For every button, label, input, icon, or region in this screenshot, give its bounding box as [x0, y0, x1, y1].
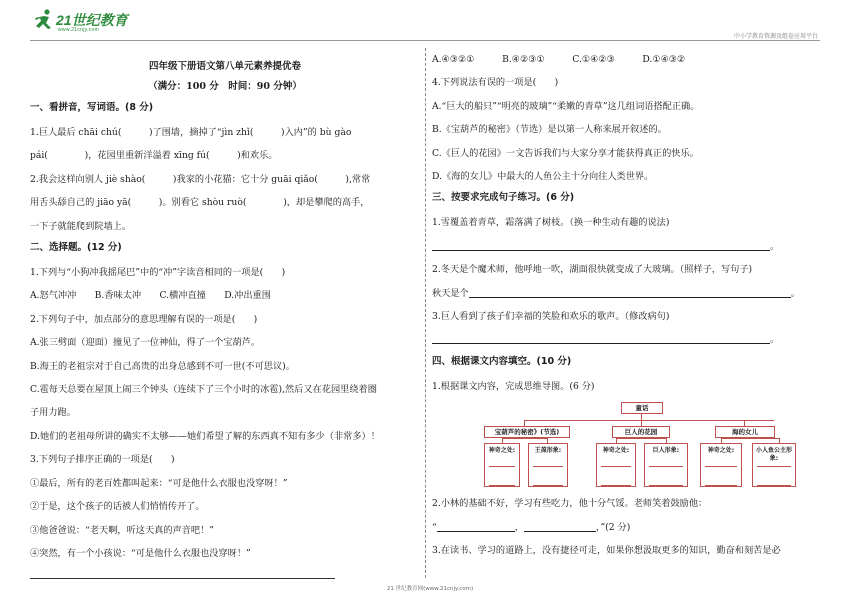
- runner-logo-icon: [32, 8, 56, 32]
- sentence-3-prompt: 3.巨人看到了孩子们幸福的笑脸和欢乐的歌声。（修改病句): [432, 311, 670, 323]
- sentence-2-prefix: 秋天是个: [432, 287, 469, 299]
- fill-1-prompt: 1.根据课文内容，完成思维导图。(6 分): [432, 380, 595, 392]
- choice-2-option-c: C.雹每天总要在屋顶上闹三个钟头（连续下了三个小时的冰雹),然后又在花园里绕着圈: [30, 384, 377, 396]
- choice-3-sentence-3: ③他爸爸说：“老天啊，听这天真的声音吧！”: [30, 524, 214, 536]
- fill-2-answer-line[interactable]: “ ， ，”(2 分): [432, 521, 631, 533]
- fill-3-prompt: 3.在读书、学习的道路上，没有捷径可走，如果你想汲取更多的知识，勤奋和刻苦是必: [432, 545, 781, 557]
- sentence-1-prompt: 1.雪覆盖着青草，霜落满了树枝。（换一种生动有趣的说法): [432, 217, 670, 229]
- mind-map-branch-1: 宝葫芦的秘密》(节选): [484, 426, 570, 438]
- sentence-3-answer-line[interactable]: 。: [432, 328, 828, 351]
- section-4-heading: 四、根据课文内容填空。(10 分): [432, 355, 572, 367]
- choice-4-question: 4.下列说法有误的一项是( ): [432, 77, 559, 89]
- choice-2-option-c-cont: 子用力跑。: [30, 407, 76, 419]
- choice-4-option-b: B.《宝葫芦的秘密》（节选）是以第一人称来展开叙述的。: [432, 124, 667, 136]
- choice-3-sentence-4: ④突然，有一个小孩说：“可是他什么衣服也没穿呀！”: [30, 547, 251, 559]
- sentence-2-answer-line[interactable]: 秋天是个 。: [432, 287, 800, 299]
- column-divider: [425, 48, 426, 578]
- mind-map-branch-3: 海的女儿: [715, 426, 775, 438]
- mind-map-leaf-1[interactable]: 神奇之处:: [484, 443, 520, 487]
- q1-line-1: 1.巨人最后 chāi chú( )了围墙，摘掉了“jìn zhǐ( )入内”的 bù gào: [30, 127, 352, 138]
- mind-map-leaf-2[interactable]: 王葆形象:: [528, 443, 568, 487]
- choice-1-options: A.怒气冲冲 B.香味太冲 C.横冲直撞 D.冲出重围: [30, 290, 271, 302]
- mind-map: [484, 400, 814, 488]
- choice-2-option-a: A.张三劈面（迎面）撞见了一位神仙，得了一个宝葫芦。: [30, 337, 261, 349]
- choice-4-option-a: A.“巨大的船只”“明亮的玻璃”“柔嫩的青草”这几组词语搭配正确。: [432, 100, 700, 112]
- q1-line-2: pái( )，花园里重新洋溢着 xīng fú( )和欢乐。: [30, 150, 278, 162]
- mind-map-root: 童话: [621, 402, 663, 414]
- footer-rule: [30, 578, 335, 579]
- paper-title: 四年级下册语文第八单元素养提优卷: [148, 61, 301, 72]
- page-footer: 21 世纪教育网(www.21cnjy.com): [386, 586, 474, 592]
- choice-3-sentence-1: ①最后，所有的老百姓都叫起来：“可是他什么衣服也没穿呀！”: [30, 477, 288, 489]
- choice-3-options: A.④③②① B.④②③① C.①④②③ D.①④③②: [432, 54, 686, 65]
- section-1-heading: 一、看拼音，写词语。(8 分): [30, 102, 154, 113]
- fill-2-prompt: 2.小林的基础不好，学习有些吃力，他十分气馁。老师笑着鼓励他：: [432, 498, 708, 510]
- sentence-2-prompt: 2.冬天是个魔术师，他呼地一吹，湖面很快就变成了大玻璃。（照样子，写句子): [432, 264, 753, 276]
- q2-line-2: 用舌头舔自己的 jiāo yā( )。别看它 shòu ruò( )，却是攀爬的高手，: [30, 197, 370, 209]
- mind-map-leaf-3[interactable]: 神奇之处:: [596, 443, 636, 487]
- right-column: [432, 48, 828, 563]
- mind-map-leaf-6[interactable]: 小人鱼公主形象:: [752, 443, 796, 487]
- logo-subtext: www.21cnjy.com: [58, 27, 100, 33]
- q2-line-1: 2.我会这样向别人 jiè shào( )我家的小花猫：它十分 guāi qiǎo( ),常常: [30, 173, 371, 185]
- brand-logo: [32, 8, 138, 38]
- choice-1-question: 1.下列与“小狗冲我摇尾巴”中的“冲”字读音相同的一项是( ): [30, 267, 286, 279]
- logo-text: 21世纪教育: [56, 12, 128, 28]
- choice-3-question: 3.下列句子排序正确的一项是( ): [30, 454, 175, 466]
- choice-3-sentence-2: ②于是，这个孩子的话被人们悄悄传开了。: [30, 501, 205, 513]
- paper-subtitle: （满分：100 分 时间：90 分钟）: [148, 81, 302, 92]
- header-rule: [30, 40, 820, 41]
- q2-line-3: 一下子就能爬到院墙上。: [30, 220, 132, 232]
- mind-map-leaf-4[interactable]: 巨人形象:: [644, 443, 688, 487]
- section-3-heading: 三、按要求完成句子练习。(6 分): [432, 192, 575, 204]
- choice-2-question: 2.下列句子中，加点部分的意思理解有误的一项是( ): [30, 313, 258, 325]
- section-2-heading: 二、选择题。(12 分): [30, 242, 122, 254]
- fill-2-score: ”(2 分): [600, 521, 631, 533]
- choice-2-option-b: B.海王的老祖宗对于自己高贵的出身总感到不可一世(不可思议)。: [30, 360, 295, 372]
- left-column: [30, 48, 420, 565]
- choice-4-option-d: D.《海的女儿》中最大的人鱼公主十分向往人类世界。: [432, 171, 654, 183]
- mind-map-leaf-5[interactable]: 神奇之处:: [700, 443, 742, 487]
- sentence-1-answer-line[interactable]: 。: [432, 235, 828, 258]
- choice-2-option-d: D.她们的老祖母所讲的确实不太够——她们希望了解的东西真不知有多少（非常多）！: [30, 430, 380, 442]
- mind-map-branch-2: 巨人的花园: [612, 426, 670, 438]
- site-tagline: 中小学教育资源及组卷应用平台: [733, 33, 818, 40]
- page-header: [0, 0, 860, 40]
- choice-4-option-c: C.《巨人的花园》一文告诉我们与大家分享才能获得真正的快乐。: [432, 147, 699, 159]
